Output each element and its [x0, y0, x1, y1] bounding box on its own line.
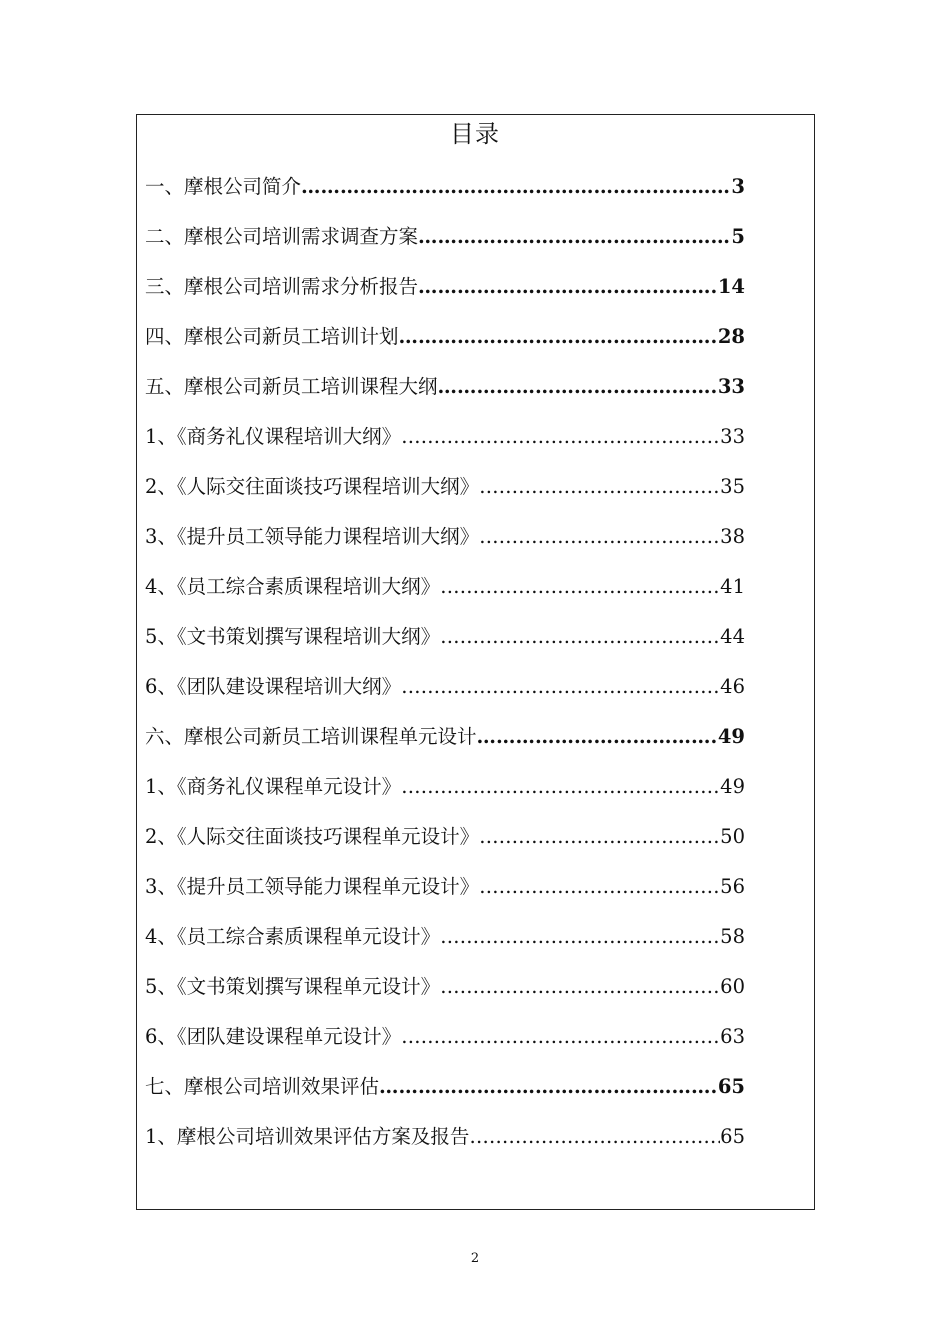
- toc-entry-label: 5、《文书策划撰写课程培训大纲》: [145, 625, 441, 648]
- toc-entry[interactable]: [145, 270, 745, 320]
- toc-entry[interactable]: [145, 170, 745, 220]
- toc-entry[interactable]: [145, 1070, 745, 1120]
- toc-leader-dots: [301, 170, 731, 204]
- toc-leader-dots: [418, 220, 731, 254]
- toc-leader-dots: [440, 970, 720, 1004]
- toc-entry-page: 41: [720, 575, 745, 598]
- toc-entry-label: 三、摩根公司培训需求分析报告: [145, 275, 419, 298]
- toc-entry[interactable]: [145, 820, 745, 870]
- toc-entry-label: 4、《员工综合素质课程培训大纲》: [145, 575, 441, 598]
- toc-entry-label: 六、摩根公司新员工培训课程单元设计: [145, 725, 477, 748]
- toc-leader-dots: [399, 320, 718, 354]
- toc-entry-label: 七、摩根公司培训效果评估: [145, 1075, 380, 1098]
- toc-entry-label: 四、摩根公司新员工培训计划: [145, 325, 399, 348]
- toc-leader-dots: [440, 920, 720, 954]
- toc-entry-page: 50: [720, 825, 745, 848]
- toc-entry-page: 60: [720, 975, 745, 998]
- toc-entry-page: 5: [731, 225, 745, 248]
- toc-entry[interactable]: [145, 570, 745, 620]
- toc-entry-page: 58: [720, 925, 745, 948]
- toc-leader-dots: [477, 720, 718, 754]
- toc-entry-page: 14: [717, 275, 745, 298]
- toc-entry-page: 38: [720, 525, 745, 548]
- toc-entry-label: 五、摩根公司新员工培训课程大纲: [145, 375, 438, 398]
- toc-entry-label: 5、《文书策划撰写课程单元设计》: [145, 975, 441, 998]
- toc-entry-label: 2、《人际交往面谈技巧课程培训大纲》: [145, 475, 480, 498]
- toc-entry-page: 33: [720, 425, 745, 448]
- toc-leader-dots: [479, 870, 720, 904]
- toc-entry-label: 1、《商务礼仪课程单元设计》: [145, 775, 402, 798]
- toc-entry-page: 49: [717, 725, 745, 748]
- toc-entry-page: 56: [720, 875, 745, 898]
- toc-entry-label: 6、《团队建设课程单元设计》: [145, 1025, 402, 1048]
- toc-entry-page: 65: [720, 1125, 745, 1148]
- toc-entry-label: 6、《团队建设课程培训大纲》: [145, 675, 402, 698]
- toc-entry[interactable]: [145, 970, 745, 1020]
- toc-entry-page: 3: [731, 175, 745, 198]
- toc-entry[interactable]: [145, 320, 745, 370]
- page-number: 2: [470, 1251, 480, 1266]
- toc-entry-page: 46: [720, 675, 745, 698]
- toc-entry-label: 3、《提升员工领导能力课程单元设计》: [145, 875, 480, 898]
- toc-entry[interactable]: [145, 870, 745, 920]
- toc-leader-dots: [469, 1120, 720, 1154]
- toc-entry[interactable]: [145, 420, 745, 470]
- toc-title: 目录: [450, 120, 500, 148]
- toc-leader-dots: [401, 420, 720, 454]
- toc-entry-page: 63: [720, 1025, 745, 1048]
- toc-entry-page: 49: [720, 775, 745, 798]
- toc-leader-dots: [401, 1020, 720, 1054]
- toc-entry-label: 1、《商务礼仪课程培训大纲》: [145, 425, 402, 448]
- toc-leader-dots: [418, 270, 718, 304]
- toc-entry[interactable]: [145, 520, 745, 570]
- toc-entry[interactable]: [145, 1020, 745, 1070]
- toc-entry[interactable]: [145, 220, 745, 270]
- toc-leader-dots: [479, 520, 720, 554]
- toc-leader-dots: [401, 670, 720, 704]
- toc-entry[interactable]: [145, 370, 745, 420]
- toc-entry-page: 65: [717, 1075, 745, 1098]
- toc-leader-dots: [440, 620, 720, 654]
- toc-entry[interactable]: [145, 670, 745, 720]
- toc-entry-label: 2、《人际交往面谈技巧课程单元设计》: [145, 825, 480, 848]
- toc-entry-page: 28: [717, 325, 745, 348]
- toc-entry[interactable]: [145, 470, 745, 520]
- toc-entry[interactable]: [145, 920, 745, 970]
- toc-entry-label: 3、《提升员工领导能力课程培训大纲》: [145, 525, 480, 548]
- toc-entry-label: 一、摩根公司简介: [145, 175, 302, 198]
- toc-entry[interactable]: [145, 720, 745, 770]
- toc-leader-dots: [401, 770, 720, 804]
- toc-entry[interactable]: [145, 1120, 745, 1170]
- toc-leader-dots: [438, 370, 718, 404]
- toc-entry-page: 33: [717, 375, 745, 398]
- toc-list: [145, 170, 745, 1170]
- toc-leader-dots: [379, 1070, 718, 1104]
- toc-leader-dots: [479, 470, 720, 504]
- toc-entry[interactable]: [145, 770, 745, 820]
- toc-leader-dots: [440, 570, 720, 604]
- toc-entry-label: 1、摩根公司培训效果评估方案及报告: [145, 1125, 470, 1148]
- toc-leader-dots: [479, 820, 720, 854]
- toc-entry-label: 4、《员工综合素质课程单元设计》: [145, 925, 441, 948]
- toc-entry-page: 44: [720, 625, 745, 648]
- toc-entry[interactable]: [145, 620, 745, 670]
- toc-entry-page: 35: [720, 475, 745, 498]
- toc-entry-label: 二、摩根公司培训需求调查方案: [145, 225, 419, 248]
